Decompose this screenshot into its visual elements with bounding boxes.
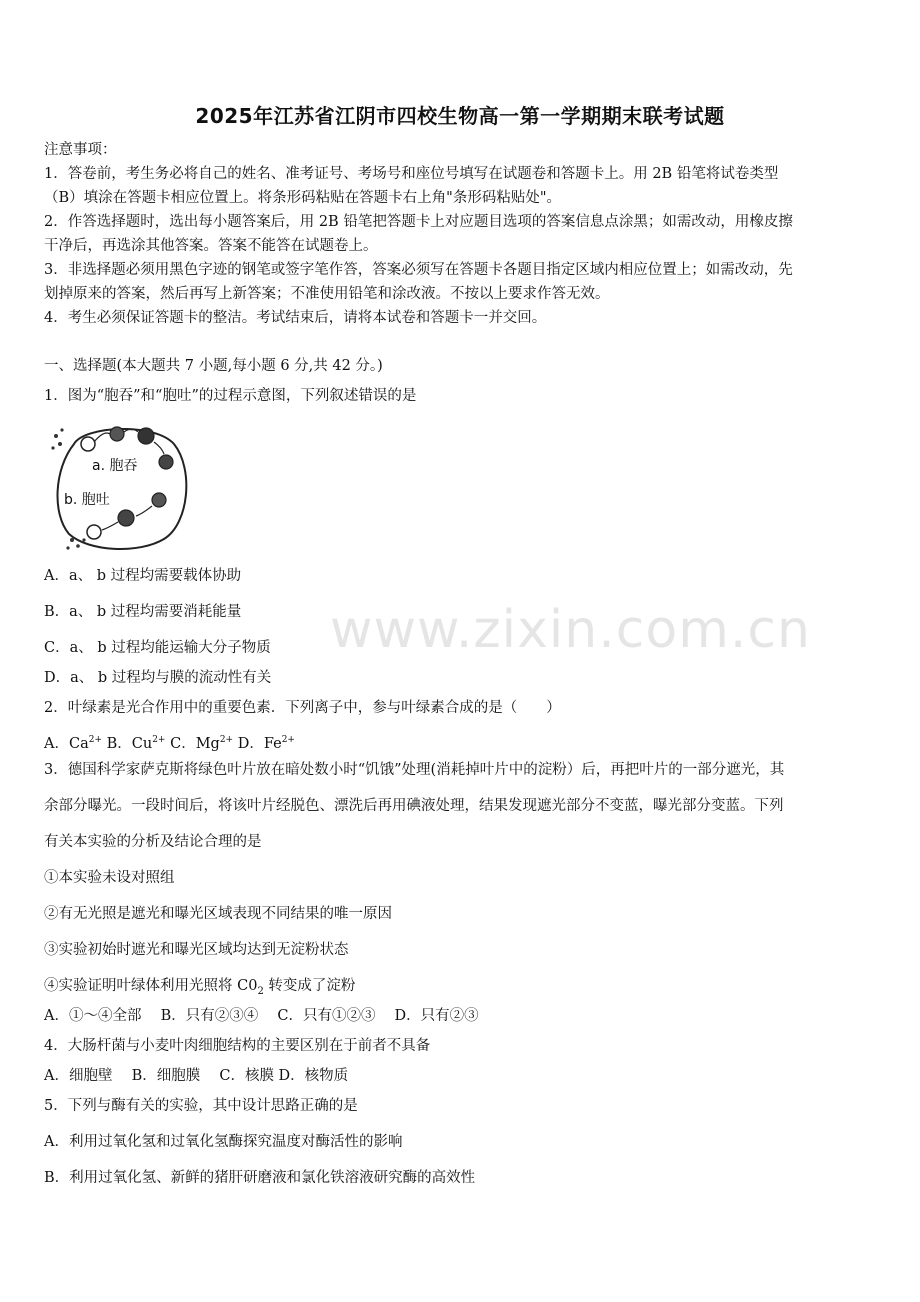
q3-item: ①本实验未设对照组 bbox=[44, 870, 175, 886]
q2-option-b: B．Cu bbox=[102, 735, 153, 752]
notice-line: 划掉原来的答案，然后再写上新答案；不准使用铅笔和涂改液。不按以上要求作答无效。 bbox=[44, 286, 610, 302]
q5-option-a: A．利用过氧化氢和过氧化氢酶探究温度对酶活性的影响 bbox=[44, 1134, 403, 1150]
notice-line: 4．考生必须保证答题卡的整洁。考试结束后，请将本试卷和答题卡一并交回。 bbox=[44, 310, 547, 326]
cell-membrane bbox=[58, 429, 187, 549]
vesicle bbox=[110, 427, 124, 441]
vesicle bbox=[152, 493, 166, 507]
q3-item: ②有无光照是遮光和曝光区域表现不同结果的唯一原因 bbox=[44, 906, 392, 922]
q3-item: ④实验证明叶绿体利用光照将 $C0_2$ 转变成了淀粉 bbox=[44, 978, 356, 997]
notice-line: 1．答卷前，考生务必将自己的姓名、准考证号、考场号和座位号填写在试题卷和答题卡上。用 2B 铅笔将试卷类型 bbox=[44, 166, 779, 182]
q1-option-b: B．a、 b 过程均需要消耗能量 bbox=[44, 604, 242, 620]
q2-option-d: D．Fe bbox=[233, 735, 282, 752]
q2-option-a: A．Ca bbox=[44, 735, 89, 752]
q3-options: A．①～④全部 B．只有②③④ C．只有①②③ D．只有②③ bbox=[44, 1008, 479, 1024]
q2-option-c: C．Mg bbox=[165, 735, 220, 752]
watermark: www.zixin.com.cn bbox=[330, 600, 811, 660]
q4-stem: 4．大肠杆菌与小麦叶肉细胞结构的主要区别在于前者不具备 bbox=[44, 1038, 431, 1054]
vesicle bbox=[81, 437, 95, 451]
q2-stem: 2．叶绿素是光合作用中的重要色素．下列离子中，参与叶绿素合成的是（ ） bbox=[44, 700, 561, 716]
endocytosis-exocytosis-diagram bbox=[44, 414, 194, 554]
notice-line: 2．作答选择题时，选出每小题答案后，用 2B 铅笔把答题卡上对应题目选项的答案信息点涂黑；如需改动，用橡皮擦 bbox=[44, 214, 793, 230]
vesicle bbox=[138, 428, 154, 444]
q4-options: A．细胞壁 B．细胞膜 C．核膜 D．核物质 bbox=[44, 1068, 349, 1084]
notice-line: 3．非选择题必须用黑色字迹的钢笔或签字笔作答，答案必须写在答题卡各题目指定区域内相应位置上；如需改动，先 bbox=[44, 262, 793, 278]
label-endocytosis: a. 胞吞 bbox=[92, 458, 138, 474]
q1-option-a: A．a、 b 过程均需要载体协助 bbox=[44, 568, 242, 584]
q5-option-b: B．利用过氧化氢、新鲜的猪肝研磨液和氯化铁溶液研究酶的高效性 bbox=[44, 1170, 476, 1186]
notice-heading: 注意事项： bbox=[44, 142, 117, 158]
q3-stem: 余部分曝光。一段时间后，将该叶片经脱色、漂洗后再用碘液处理，结果发现遮光部分不变蓝，曝光部分变蓝。下列 bbox=[44, 798, 784, 814]
vesicle bbox=[159, 455, 173, 469]
notice-line: 干净后，再选涂其他答案。答案不能答在试题卷上。 bbox=[44, 238, 378, 254]
q1-stem: 1．图为“胞吞”和“胞吐”的过程示意图，下列叙述错误的是 bbox=[44, 388, 417, 404]
section-heading: 一、选择题(本大题共 7 小题,每小题 6 分,共 42 分。) bbox=[44, 358, 383, 374]
q5-stem: 5．下列与酶有关的实验，其中设计思路正确的是 bbox=[44, 1098, 358, 1114]
q3-item: ③实验初始时遮光和曝光区域均达到无淀粉状态 bbox=[44, 942, 349, 958]
vesicle bbox=[87, 525, 101, 539]
q3-stem: 3．德国科学家萨克斯将绿色叶片放在暗处数小时“饥饿”处理(消耗掉叶片中的淀粉）后，再把叶片的一部分遮光，其 bbox=[44, 762, 785, 778]
page-title: 2025年江苏省江阴市四校生物高一第一学期期末联考试题 bbox=[195, 104, 725, 128]
q3-stem: 有关本实验的分析及结论合理的是 bbox=[44, 834, 262, 850]
notice-line: （B）填涂在答题卡相应位置上。将条形码粘贴在答题卡右上角"条形码粘贴处"。 bbox=[44, 190, 561, 206]
vesicle bbox=[118, 510, 134, 526]
label-exocytosis: b. 胞吐 bbox=[64, 492, 110, 508]
q1-option-d: D．a、 b 过程均与膜的流动性有关 bbox=[44, 670, 272, 686]
q1-option-c: C．a、 b 过程均能运输大分子物质 bbox=[44, 640, 271, 656]
q2-options: A．$Ca^{2+}$ B．$Cu^{2+}$ C．$Mg^{2+}$ D．$Fe^{2+}$ bbox=[44, 735, 295, 752]
